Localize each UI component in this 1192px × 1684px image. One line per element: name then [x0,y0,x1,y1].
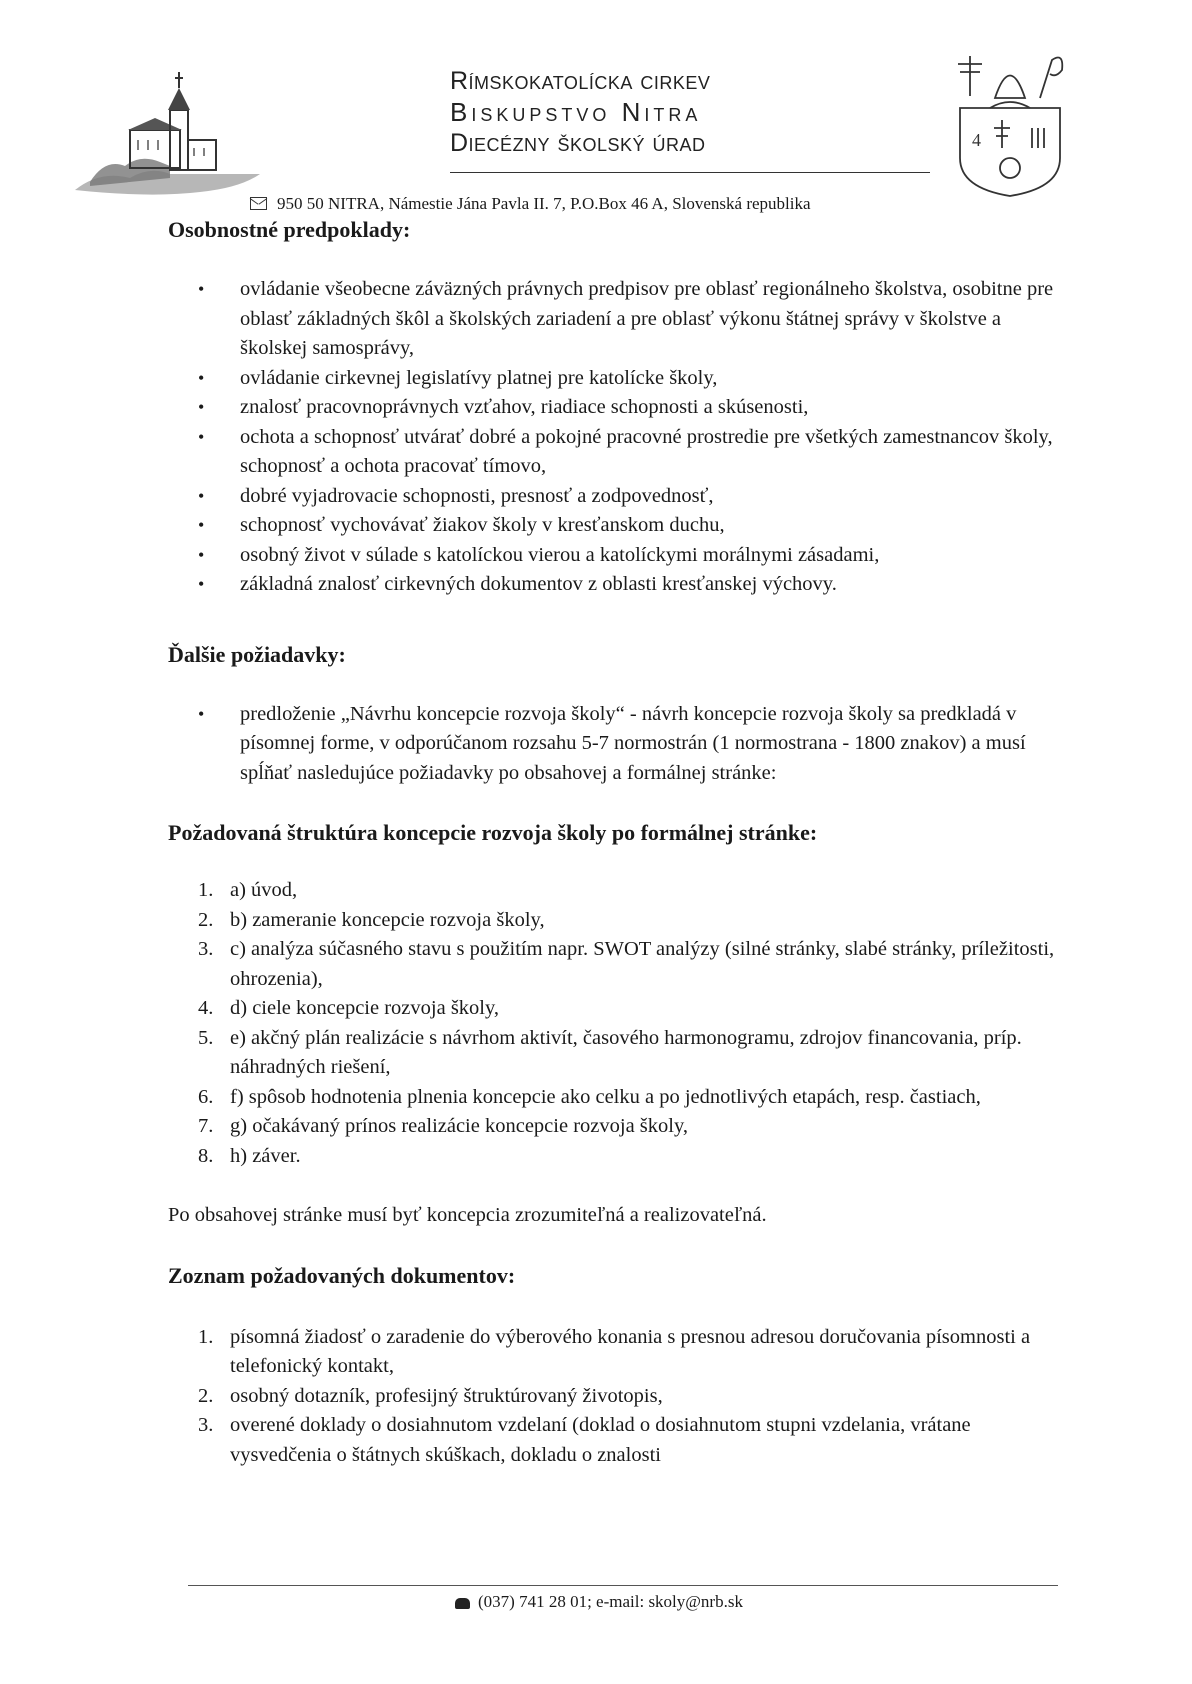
list-item: • schopnosť vychovávať žiakov školy v kresťanskom duchu, [198,511,1068,541]
list-item [198,1323,1068,1382]
list-item: • znalosť pracovnoprávnych vzťahov, riadiace schopnosti a skúsenosti, [198,393,1068,423]
item-number: 6. [198,1085,214,1108]
address-text: 950 50 NITRA, Námestie Jána Pavla II. 7, P.O.Box 46 A, Slovenská republika [277,194,811,213]
list-item [198,935,1068,994]
list-osobnostne [198,275,1068,600]
list-item [198,1083,1068,1113]
document-body [168,215,1068,1470]
footer-divider [188,1585,1058,1586]
heading-zoznam: Zoznam požadovaných dokumentov: [168,1262,516,1288]
svg-text:4: 4 [972,130,981,150]
item-text: f) spôsob hodnotenia plnenia koncepcie ako celku a po jednotlivých etapách, resp. častiach, [230,1085,981,1108]
list-item [198,876,1068,906]
address-line [250,194,811,214]
list-item: • ochota a schopnosť utvárať dobré a pokojné pracovné prostredie pre všetkých zamestnancov školy, schopnosť a ochota pracovať tímovo, [198,423,1068,482]
list-item [198,1382,1068,1412]
envelope-icon [250,197,267,210]
list-item [198,1112,1068,1142]
item-text: e) akčný plán realizácie s návrhom aktivít, časového harmonogramu, zdrojov financovania, príp. náhradných riešení, [230,1026,1022,1078]
item-text: b) zameranie koncepcie rozvoja školy, [230,908,545,931]
item-number: 2. [198,908,214,931]
item-number: 5. [198,1026,214,1049]
heading-struktura: Požadovaná štruktúra koncepcie rozvoja školy po formálnej stránke: [168,820,818,845]
item-number: 1. [198,879,214,901]
closing-paragraph: Po obsahovej stránke musí byť koncepcia zrozumiteľná a realizovateľná. [168,1204,767,1226]
letterhead-diocese: Biskupstvo Nitra [450,97,702,127]
item-text: g) očakávaný prínos realizácie koncepcie rozvoja školy, [230,1115,689,1137]
list-item: • ovládanie cirkevnej legislatívy platnej pre katolícke školy, [198,364,1068,394]
list-zoznam [198,1323,1068,1471]
list-item [198,1142,1068,1172]
letterhead [450,66,930,159]
letterhead-church: Rímskokatolícka cirkev [450,67,711,95]
item-text: a) úvod, [230,879,298,901]
list-struktura [198,876,1068,1171]
list-item: • ovládanie všeobecne záväzných právnych predpisov pre oblasť regionálneho školstva, osobitne pre oblasť základných škôl a školských zariadení a pre oblasť výkonu štátnej správy v školstve a školskej samosprávy, [198,275,1068,364]
list-item [198,906,1068,936]
list-item: • základná znalosť cirkevných dokumentov z oblasti kresťanskej výchovy. [198,570,1068,600]
list-dalsie [198,700,1068,789]
item-number: 7. [198,1115,214,1137]
footer-contact: (037) 741 28 01; e-mail: skoly@nrb.sk [478,1592,743,1611]
heading-osobnostne: Osobnostné predpoklady: [168,217,411,242]
list-item: • osobný život v súlade s katolíckou vierou a katolíckymi morálnymi zásadami, [198,541,1068,571]
phone-icon [455,1598,470,1609]
item-number: 3. [198,1414,214,1436]
list-item [198,1411,1068,1470]
item-number: 4. [198,997,214,1019]
list-item: • dobré vyjadrovacie schopnosti, presnosť a zodpovednosť, [198,482,1068,512]
letterhead-divider [450,172,930,173]
list-item [198,1024,1068,1083]
item-number: 8. [198,1144,214,1167]
item-number: 2. [198,1384,214,1407]
footer [455,1592,743,1612]
item-text: písomná žiadosť o zaradenie do výberového konania s presnou adresou doručovania písomnosti a telefonický kontakt, [230,1325,1031,1377]
item-text: c) analýza súčasného stavu s použitím napr. SWOT analýzy (silné stránky, slabé stránky, príležitosti, ohrozenia), [230,938,1055,990]
heading-dalsie: Ďalšie požiadavky: [168,641,346,667]
coat-of-arms-icon [940,48,1080,198]
item-number: 1. [198,1325,214,1348]
list-item: • predloženie „Návrhu koncepcie rozvoja školy“ - návrh koncepcie rozvoja školy sa predkladá v písomnej forme, v odporúčanom rozsahu 5-7 normostrán (1 normostrana - 1800 znakov) a musí spĺňať nasledujúce požiadavky po obsahovej a formálnej stránke: [198,700,1068,789]
item-text: osobný dotazník, profesijný štruktúrovaný životopis, [230,1384,663,1407]
item-number: 3. [198,938,214,960]
item-text: d) ciele koncepcie rozvoja školy, [230,997,500,1019]
letterhead-office: Diecézny školský úrad [450,129,706,157]
item-text: h) záver. [230,1144,301,1167]
item-text: overené doklady o dosiahnutom vzdelaní (doklad o dosiahnutom stupni vzdelania, vrátane vysvedčenia o štátnych skúškach, dokladu o znalosti [230,1414,971,1466]
castle-icon [70,70,270,200]
list-item [198,994,1068,1024]
